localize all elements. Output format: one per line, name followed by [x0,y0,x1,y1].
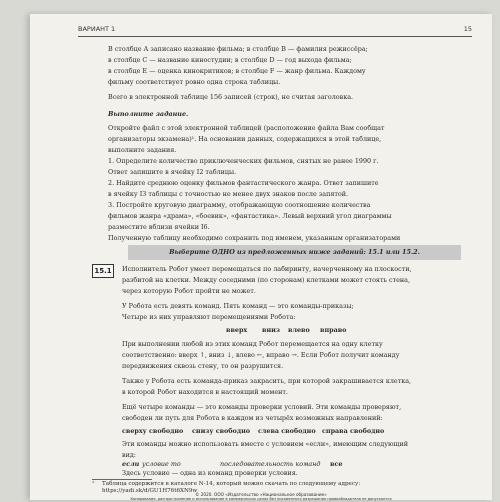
task-line: 3. Постройте круговую диаграмму, отображающую соотношение количества [108,201,371,209]
page-header [78,22,472,37]
intro-line: фильму соответствует ровно одна строка таблицы. [108,78,281,86]
exam-page [30,14,492,500]
choice-banner [128,245,461,260]
task-line: организаторы экзамена)¹. На основании данных, содержащихся в этой таблице, [108,135,382,143]
if-keyword: если [122,460,140,468]
choice-banner-text: Выберите ОДНО из предложенных ниже заданий: 15.1 или 15.2. [169,248,420,256]
check-command-right: справа свободно [322,427,385,435]
variant-label: ВАРИАНТ 1 [78,25,116,33]
if-line: Эти команды можно использовать вместе с условием «если», имеющим следующий [122,440,409,448]
records-line: Всего в электронной таблице 156 записей (строк), не считая заголовка. [108,93,354,101]
check-line: свободен ли путь для Робота в каждом из четырёх возможных направлений: [122,414,383,422]
command-down: вниз [262,326,280,334]
command-right: вправо [320,326,347,334]
footnote-url: https://yadi.sk/d/GU1H76t6XN9w [102,488,198,494]
task-line: в ячейку I3 таблицы с точностью не менее двух знаков после запятой. [108,190,349,198]
command-left: влево [288,326,310,334]
paint-line: в которой Робот находится в настоящий момент. [122,388,288,396]
task-line: Откройте файл с этой электронной таблицей (расположение файла Вам сообщат [108,124,385,132]
footnote-rule [92,479,152,480]
if-line: вид: [122,451,136,459]
if-condition: условие то [142,460,181,468]
task-line: Полученную таблицу необходимо сохранить под именем, указанным организаторами [108,234,401,242]
task-line: разместите вблизи ячейки I6. [108,223,210,231]
legal-line: Копирование, распространение и использование в коммерческих целях без письменного разрешения правообладателя не допускается [130,497,392,501]
page-number: 15 [463,25,472,33]
if-sequence: последовательность команд [220,460,321,468]
move-desc-line: передвижения сквозь стену, то он разрушится. [122,362,284,370]
check-command-down: снизу свободно [192,427,251,435]
commands-intro-line: У Робота есть девять команд. Пять команд — это команды-приказы; [122,302,354,310]
robot-line: разбитой на клетки. Между соседними (по сторонам) клетками может стоять стена, [122,276,411,284]
move-desc-line: При выполнении любой из этих команд Робот перемещается на одну клетку [122,340,383,348]
check-command-left: слева свободно [258,427,316,435]
task-line: 1. Определите количество приключенческих фильмов, снятых не ранее 1990 г. [108,157,379,165]
intro-line: в столбце Е — оценка кинокритиков; в столбце F — жанр фильма. Каждому [108,67,366,75]
if-end: все [330,460,343,468]
move-desc-line: соответственно: вверх ↑, вниз ↓, влево ←, вправо →. Если Робот получит команду [122,351,400,359]
task-line: выполните задания. [108,146,177,154]
intro-line: В столбце А записано название фильма; в столбце В — фамилия режиссёра; [108,45,368,53]
check-command-up: сверху свободно [122,427,184,435]
paint-line: Также у Робота есть команда-приказ закрасить, при которой закрашивается клетка, [122,377,412,385]
footnote-mark: ¹ [92,481,95,487]
commands-intro-line: Четыре из них управляют перемещениями Робота: [122,313,296,321]
condition-line: Здесь условие — одна из команд проверки условия. [122,469,298,477]
task-heading: Выполните задание. [108,110,189,118]
command-up: вверх [226,326,248,334]
task-line: 2. Найдите среднюю оценку фильмов фантастического жанра. Ответ запишите [108,179,379,187]
task-line: Ответ запишите в ячейку I2 таблицы. [108,168,237,176]
copyright-line: © 2020. ООО «Издательство «Национальное образование» [195,492,327,497]
robot-line: через которую Робот пройти не может. [122,287,256,295]
footnote-text: Таблица содержится в каталоге N-14, который можно скачать по следующему адресу: [102,481,361,487]
task-number-box: 15.1 [92,264,114,278]
check-line: Ещё четыре команды — это команды проверки условий. Эти команды проверяют, [122,403,402,411]
task-line: фильмов жанра «драма», «боевик», «фантастика». Левый верхний угол диаграммы [108,212,392,220]
robot-line: Исполнитель Робот умеет перемещаться по лабиринту, начерченному на плоскости, [122,265,412,273]
intro-line: в столбце С — название киностудии; в столбце D — год выхода фильма; [108,56,352,64]
